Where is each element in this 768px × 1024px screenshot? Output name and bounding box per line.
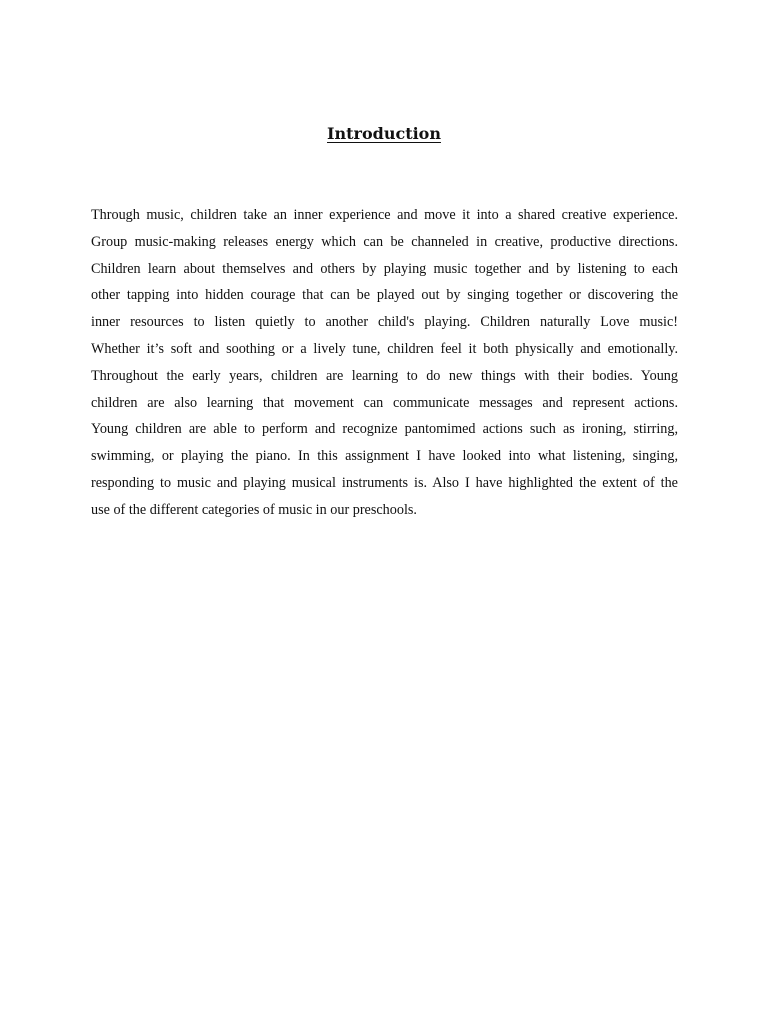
- paragraph-line: Young children are able to perform and recognize pantomimed actions such as ironing, stirring,: [91, 421, 678, 438]
- paragraph-line: children are also learning that movement can communicate messages and represent actions.: [91, 394, 678, 411]
- paragraph-line: Through music, children take an inner experience and move it into a shared creative experience.: [91, 207, 678, 223]
- paragraph-line: inner resources to listen quietly to another child's playing. Children naturally Love music!: [91, 314, 678, 331]
- paragraph-line: responding to music and playing musical instruments is. Also I have highlighted the extent of the: [91, 474, 678, 491]
- introduction-paragraph: [91, 202, 678, 524]
- paragraph-line: swimming, or playing the piano. In this assignment I have looked into what listening, singing,: [91, 448, 678, 465]
- paragraph-line: Whether it’s soft and soothing or a lively tune, children feel it both physically and emotionally.: [91, 340, 678, 357]
- paragraph-line: Children learn about themselves and others by playing music together and by listening to each: [91, 260, 678, 277]
- paragraph-line: Group music-making releases energy which can be channeled in creative, productive directions.: [91, 233, 678, 250]
- paragraph-line: other tapping into hidden courage that can be played out by singing together or discovering the: [91, 287, 678, 304]
- page-title: Introduction: [327, 124, 441, 143]
- paragraph-line: Throughout the early years, children are learning to do new things with their bodies. Young: [91, 367, 678, 384]
- paragraph-line-last: use of the different categories of music in our preschools.: [91, 501, 417, 518]
